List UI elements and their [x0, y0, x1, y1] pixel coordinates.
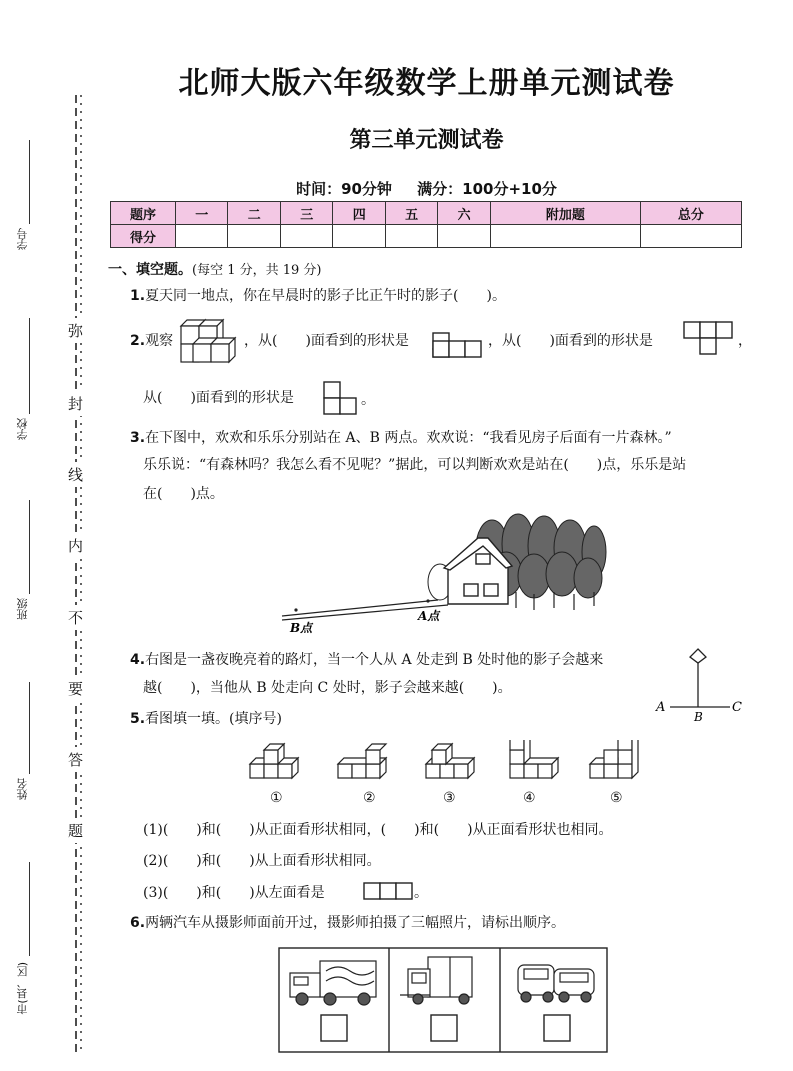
label-a-point: A点 — [418, 609, 440, 623]
score-table-row — [111, 225, 742, 248]
answer-box-1[interactable] — [321, 1015, 347, 1041]
field-class-line[interactable] — [29, 500, 30, 594]
score-cell[interactable] — [438, 225, 490, 248]
field-district-line[interactable] — [29, 862, 30, 956]
score-header-cell: 总分 — [640, 202, 741, 225]
score-table-header — [111, 202, 742, 225]
field-name-line[interactable] — [29, 682, 30, 774]
seal-char-3: 线 — [68, 462, 83, 487]
question-2-view-2-text: ，从( )面看到的形状是 — [488, 333, 653, 349]
binding-dotted-line — [60, 95, 90, 1055]
question-4-line-2: 越( )，当他从 B 处走向 C 处时，影子会越来越( )。 — [143, 680, 512, 696]
seal-char-6: 要 — [68, 676, 83, 701]
figure-label-3: ③ — [443, 790, 456, 806]
field-school: 学校 — [16, 418, 29, 440]
cube-stack-figure — [175, 318, 243, 364]
field-name: 姓名 — [16, 778, 29, 800]
question-4-line-1 — [130, 651, 603, 669]
question-number: 6. — [130, 915, 146, 931]
score-cell[interactable] — [176, 225, 228, 248]
score-cell[interactable] — [640, 225, 741, 248]
question-text: 在下图中，欢欢和乐乐分别站在 A、B 两点。欢欢说：“我看见房子后面有一片森林。” — [145, 430, 672, 446]
score-cell[interactable] — [280, 225, 332, 248]
question-text: 右图是一盏夜晚亮着的路灯，当一个人从 A 处走到 B 处时他的影子会越来 — [145, 652, 604, 668]
field-district: 市(县、区) — [16, 962, 29, 1015]
question-3-line-2: 乐乐说：“有森林吗？我怎么看不见呢？”据此，可以判断欢欢是站在( )点，乐乐是站 — [143, 457, 687, 473]
question-1 — [130, 287, 506, 305]
house-forest-figure — [278, 508, 608, 634]
question-number: 4. — [130, 652, 146, 668]
field-class: 班级 — [16, 598, 29, 620]
question-text: 两辆汽车从摄影师面前开过，摄影师拍摄了三幅照片，请标出顺序。 — [145, 915, 566, 931]
score-header-cell: 四 — [333, 202, 385, 225]
score-row-label: 得分 — [111, 225, 176, 248]
seal-char-7: 答 — [68, 747, 83, 772]
question-2-view-3-text: 从( )面看到的形状是 — [143, 390, 294, 406]
seal-char-5: 不 — [68, 605, 83, 630]
label-b-point: B点 — [290, 621, 313, 634]
question-text: 观察 — [145, 333, 174, 349]
page-subtitle: 第三单元测试卷 — [349, 128, 504, 153]
seal-char-1: 弥 — [68, 318, 83, 343]
field-school-line[interactable] — [29, 318, 30, 414]
score-cell[interactable] — [333, 225, 385, 248]
section-note: (每空 1 分，共 19 分) — [192, 263, 322, 278]
question-5-line-1: (1)( )和( )从正面看形状相同，( )和( )从正面看形状也相同。 — [143, 822, 613, 838]
score-cell[interactable] — [490, 225, 640, 248]
seal-char-8: 题 — [68, 818, 83, 843]
score-header-cell: 三 — [280, 202, 332, 225]
question-number: 3. — [130, 430, 146, 446]
question-number: 1. — [130, 288, 146, 304]
question-5-title — [130, 710, 282, 728]
question-2-line-1 — [130, 332, 173, 350]
question-2-end: 。 — [361, 392, 375, 408]
score-header-cell: 题序 — [111, 202, 176, 225]
label-b: B — [694, 710, 703, 724]
question-2-comma: ， — [738, 333, 752, 349]
seal-char-2: 封 — [68, 391, 83, 416]
score-header-cell: 二 — [228, 202, 280, 225]
score-header-cell: 一 — [176, 202, 228, 225]
exam-info — [0, 178, 793, 199]
street-lamp-figure — [650, 645, 750, 725]
question-number: 5. — [130, 711, 146, 727]
field-student-id: 学号 — [16, 228, 29, 250]
figure-label-5: ⑤ — [610, 790, 623, 806]
label-a: A — [656, 700, 666, 715]
answer-box-3[interactable] — [544, 1015, 570, 1041]
car-photos-figure — [278, 947, 608, 1053]
question-3-line-3: 在( )点。 — [143, 486, 224, 502]
section-title: 一、填空题。 — [108, 262, 192, 278]
figure-label-1: ① — [270, 790, 283, 806]
question-5-line-3-end: 。 — [414, 885, 428, 901]
question-2-view-1-text: ，从( )面看到的形状是 — [244, 333, 409, 349]
shape-three-row-small — [362, 880, 414, 904]
question-3-line-1 — [130, 429, 672, 447]
score-cell[interactable] — [228, 225, 280, 248]
question-6 — [130, 914, 565, 932]
exam-time: 时间：90分钟 — [296, 180, 392, 198]
page-title: 北师大版六年级数学上册单元测试卷 — [178, 66, 675, 101]
score-table — [110, 201, 742, 248]
exam-full-score: 满分：100分+10分 — [417, 180, 557, 198]
shape-three-in-row — [431, 331, 487, 359]
score-header-cell: 六 — [438, 202, 490, 225]
answer-box-2[interactable] — [431, 1015, 457, 1041]
label-c: C — [732, 700, 742, 715]
question-text: 夏天同一地点，你在早晨时的影子比正午时的影子( )。 — [145, 288, 506, 304]
score-header-cell: 五 — [385, 202, 437, 225]
shape-t-shape — [682, 320, 738, 356]
question-number: 2. — [130, 333, 146, 349]
shape-l-shape — [322, 380, 362, 416]
score-cell[interactable] — [385, 225, 437, 248]
section-heading — [108, 259, 322, 279]
question-5-line-2: (2)( )和( )从上面看形状相同。 — [143, 853, 381, 869]
figure-label-4: ④ — [523, 790, 536, 806]
score-header-cell: 附加题 — [490, 202, 640, 225]
figure-label-2: ② — [363, 790, 376, 806]
seal-char-4: 内 — [68, 533, 83, 558]
question-text: 看图填一填。(填序号) — [145, 711, 282, 727]
question-5-line-3: (3)( )和( )从左面看是 — [143, 885, 325, 901]
